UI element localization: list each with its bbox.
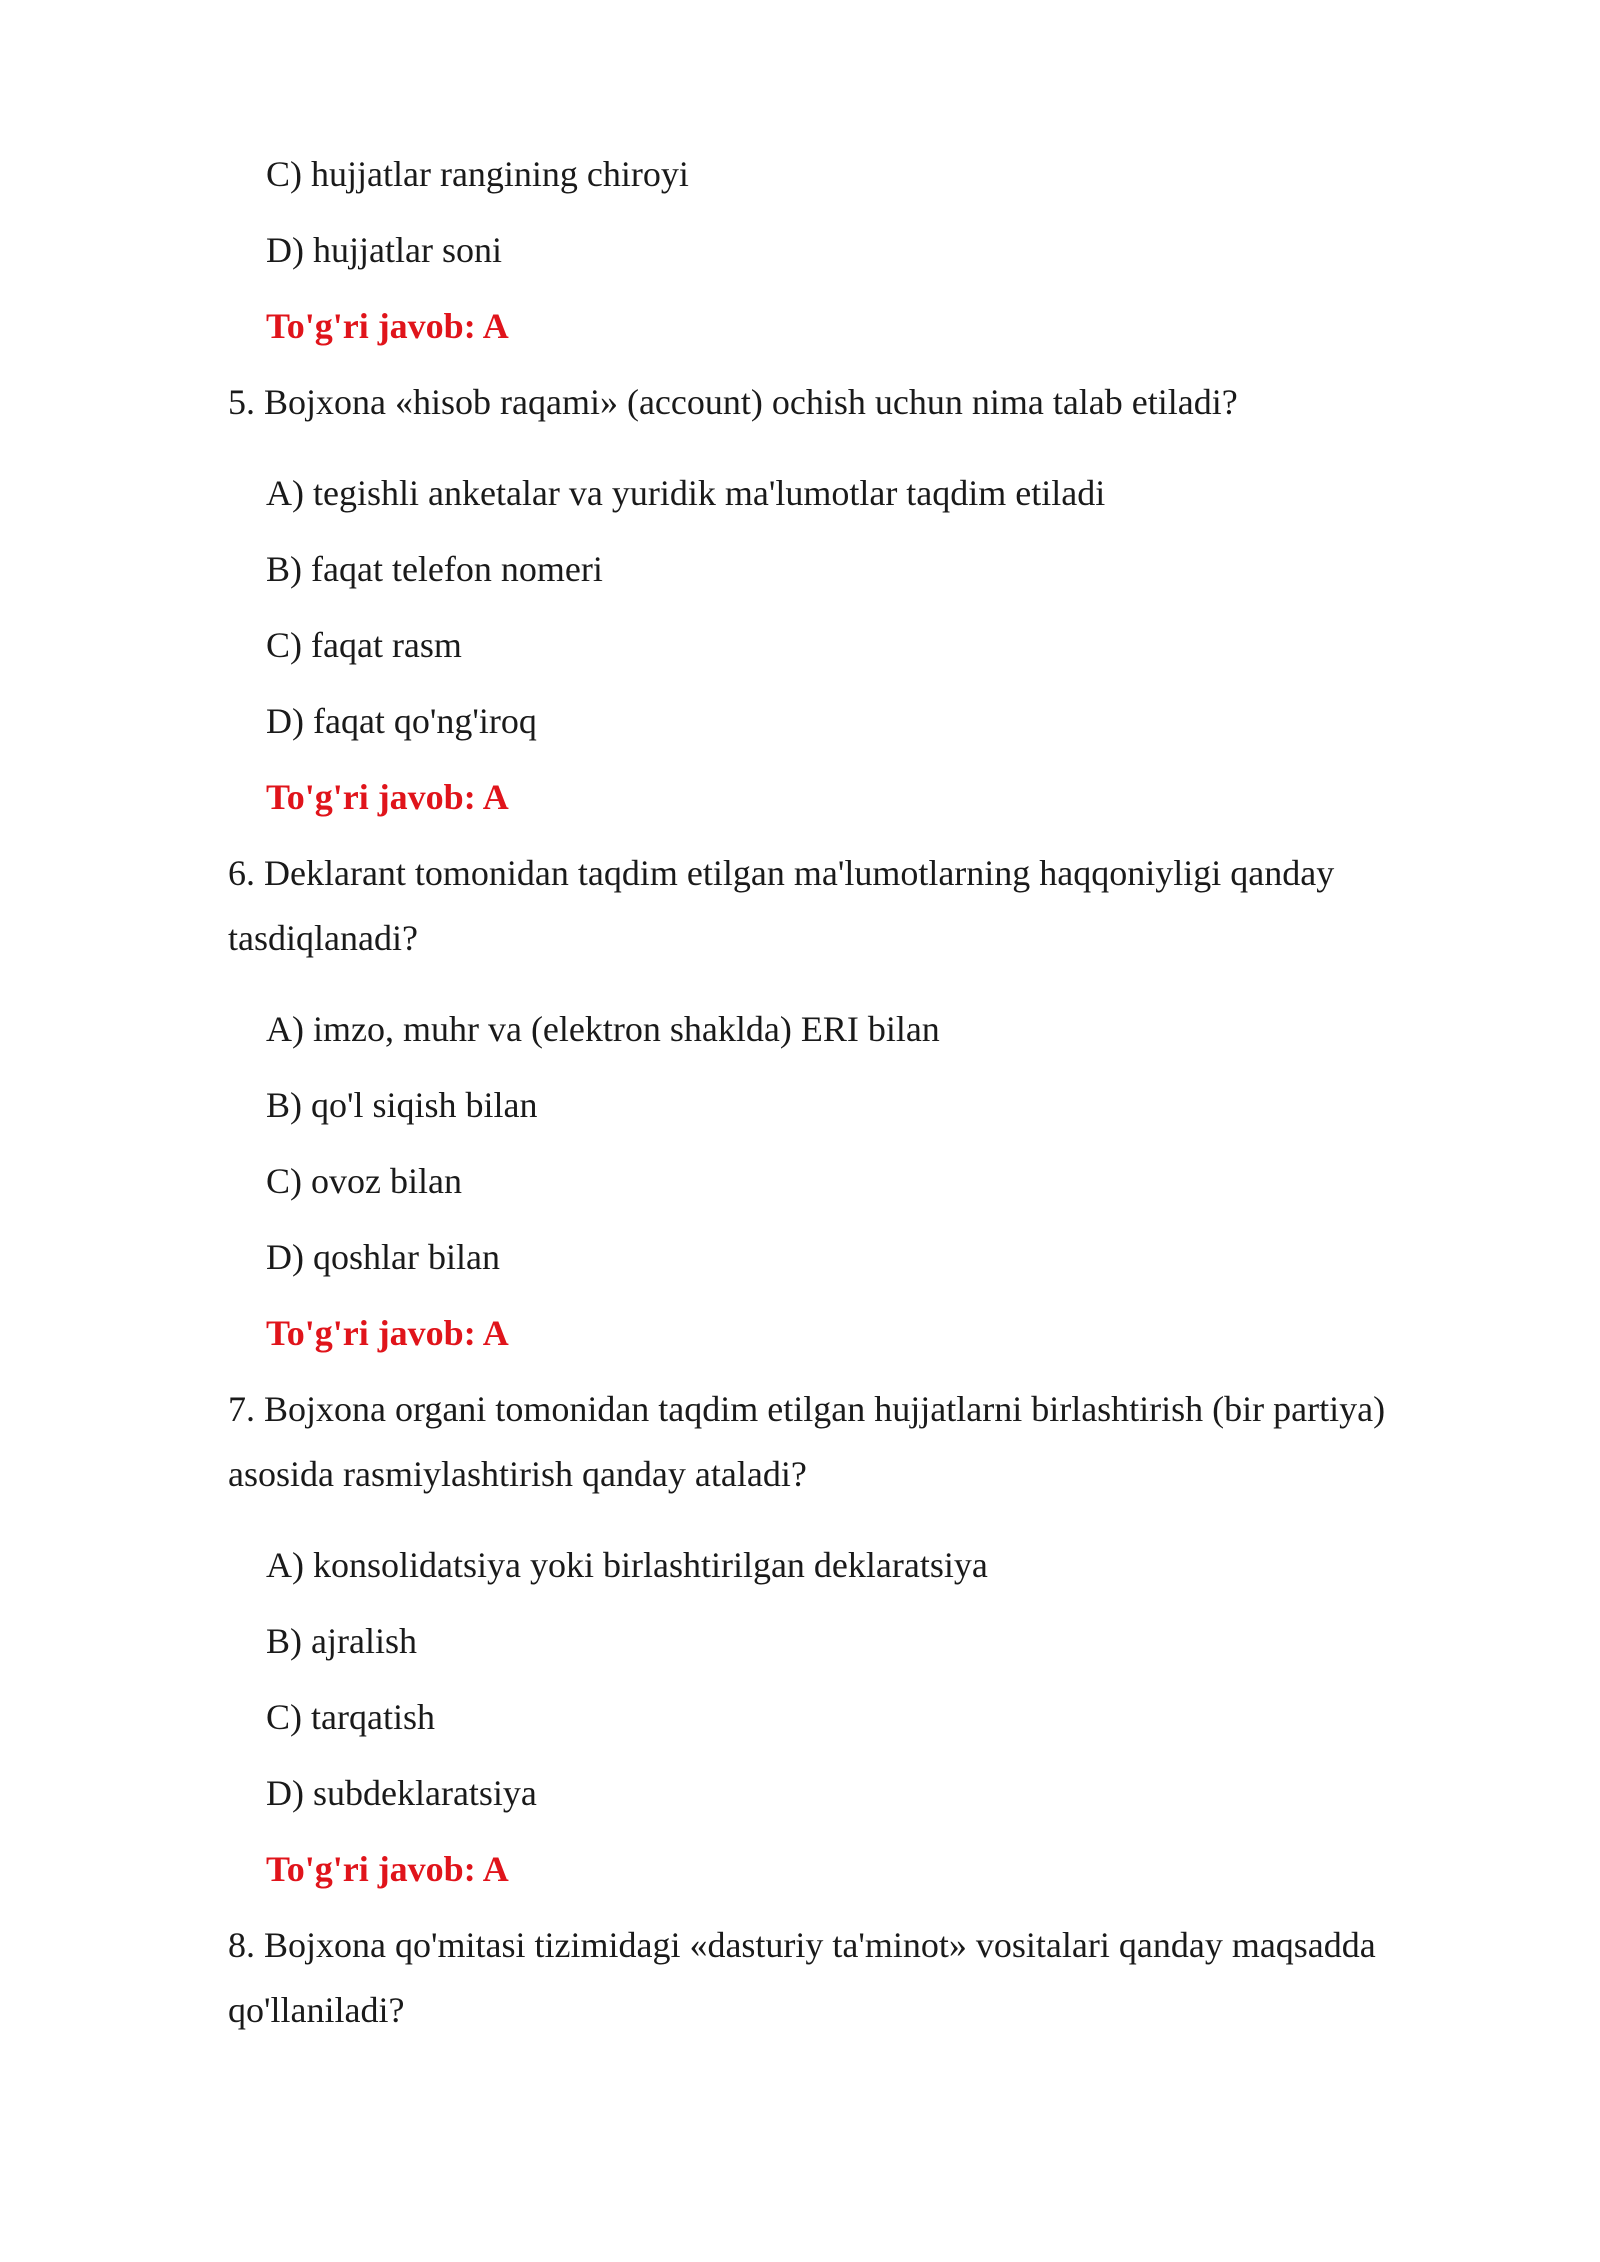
option-d: D) faqat qo'ng'iroq [266, 701, 537, 741]
question-text: 6. Deklarant tomonidan taqdim etilgan ma'lumotlarning haqqoniyligi qanday [228, 853, 1335, 893]
option-b: B) qo'l siqish bilan [266, 1085, 538, 1125]
option-a: A) konsolidatsiya yoki birlashtirilgan deklaratsiya [266, 1545, 988, 1585]
question-text-continued: tasdiqlanadi? [228, 918, 418, 958]
option-b: B) faqat telefon nomeri [266, 549, 603, 589]
option-d: D) qoshlar bilan [266, 1237, 500, 1277]
question-text-continued: qo'llaniladi? [228, 1990, 405, 2030]
question-text: 8. Bojxona qo'mitasi tizimidagi «dasturiy ta'minot» vositalari qanday maqsadda [228, 1925, 1376, 1965]
option-a: A) imzo, muhr va (elektron shaklda) ERI bilan [266, 1009, 940, 1049]
question-text: 5. Bojxona «hisob raqami» (account) ochish uchun nima talab etiladi? [228, 382, 1238, 422]
question-text: 7. Bojxona organi tomonidan taqdim etilgan hujjatlarni birlashtirish (bir partiya) [228, 1389, 1386, 1429]
option-c: C) ovoz bilan [266, 1161, 462, 1201]
option-d: D) subdeklaratsiya [266, 1773, 537, 1813]
option-b: B) ajralish [266, 1621, 417, 1661]
option-a: A) tegishli anketalar va yuridik ma'lumotlar taqdim etiladi [266, 473, 1106, 513]
correct-answer: To'g'ri javob: A [266, 1313, 509, 1353]
correct-answer: To'g'ri javob: A [266, 306, 509, 346]
option-c: C) faqat rasm [266, 625, 462, 665]
option-c: C) tarqatish [266, 1697, 435, 1737]
option-c: C) hujjatlar rangining chiroyi [266, 154, 689, 194]
correct-answer: To'g'ri javob: A [266, 777, 509, 817]
option-d: D) hujjatlar soni [266, 230, 502, 270]
correct-answer: To'g'ri javob: A [266, 1849, 509, 1889]
question-text-continued: asosida rasmiylashtirish qanday ataladi? [228, 1454, 807, 1494]
